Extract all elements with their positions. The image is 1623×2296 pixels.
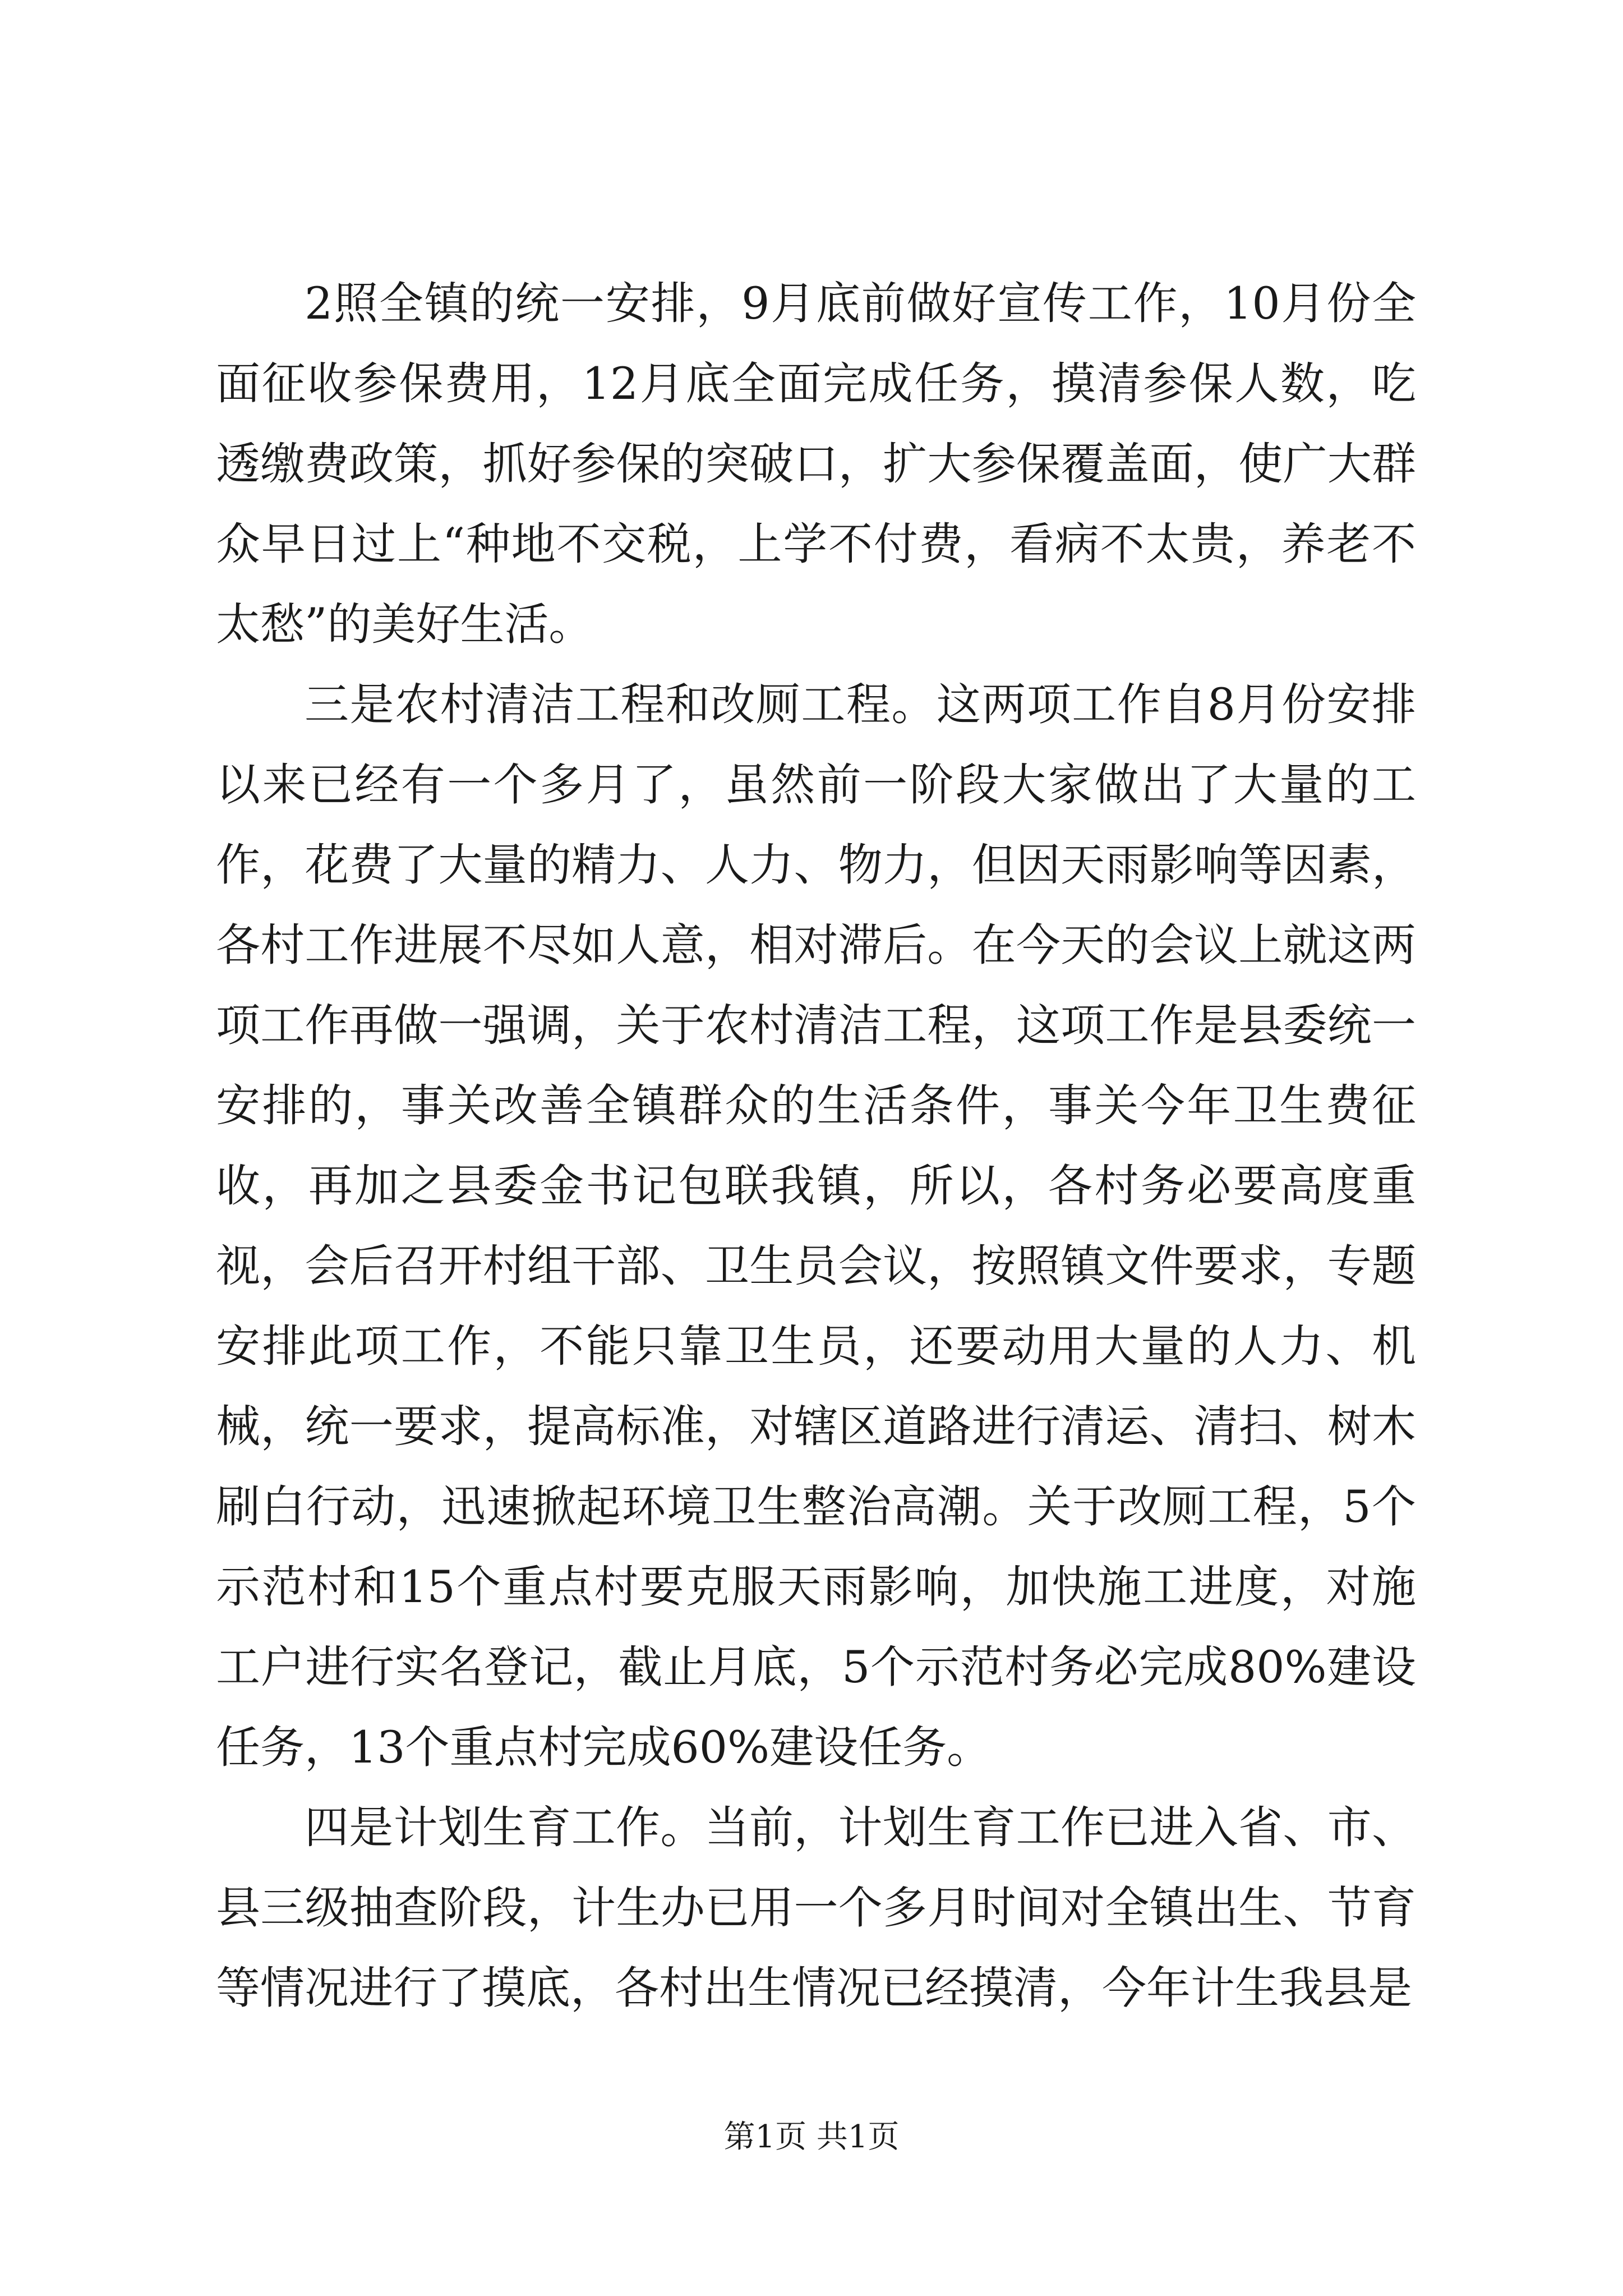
page-footer: 第1页 共1页 [723,2119,900,2155]
document-body [216,264,1416,2028]
paragraph-2: 三是农村清洁工程和改厕工程。这两项工作自8月份安排以来已经有一个多月了，虽然前一阶段大家做出了大量的工作，花费了大量的精力、人力、物力，但因天雨影响等因素，各村工作进展不尽如人意，相对滞后。在今天的会议上就这两项工作再做一强调，关于农村清洁工程，这项工作是县委统一安排的，事关改善全镇群众的生活条件，事关今年卫生费征收，再加之县委金书记包联我镇，所以，各村务必要高度重视，会后召开村组干部、卫生员会议，按照镇文件要求，专题安排此项工作，不能只靠卫生员，还要动用大量的人力、机械，统一要求，提高标准，对辖区道路进行清运、清扫、树木刷白行动，迅速掀起环境卫生整治高潮。关于改厕工程，5个示范村和15个重点村要克服天雨影响，加快施工进度，对施工户进行实名登记，截止月底，5个示范村务必完成80%建设任务，13个重点村完成60%建设任务。 [216,679,1416,1773]
paragraph-3: 四是计划生育工作。当前，计划生育工作已进入省、市、县三级抽查阶段，计生办已用一个多月时间对全镇出生、节育等情况进行了摸底，各村出生情况已经摸清，今年计生我县是 [216,1802,1416,2014]
paragraph-1: 2照全镇的统一安排，9月底前做好宣传工作，10月份全面征收参保费用，12月底全面完成任务，摸清参保人数，吃透缴费政策，抓好参保的突破口，扩大参保覆盖面，使广大群众早日过上“种地不交税，上学不付费，看病不太贵，养老不太愁”的美好生活。 [216,278,1416,650]
